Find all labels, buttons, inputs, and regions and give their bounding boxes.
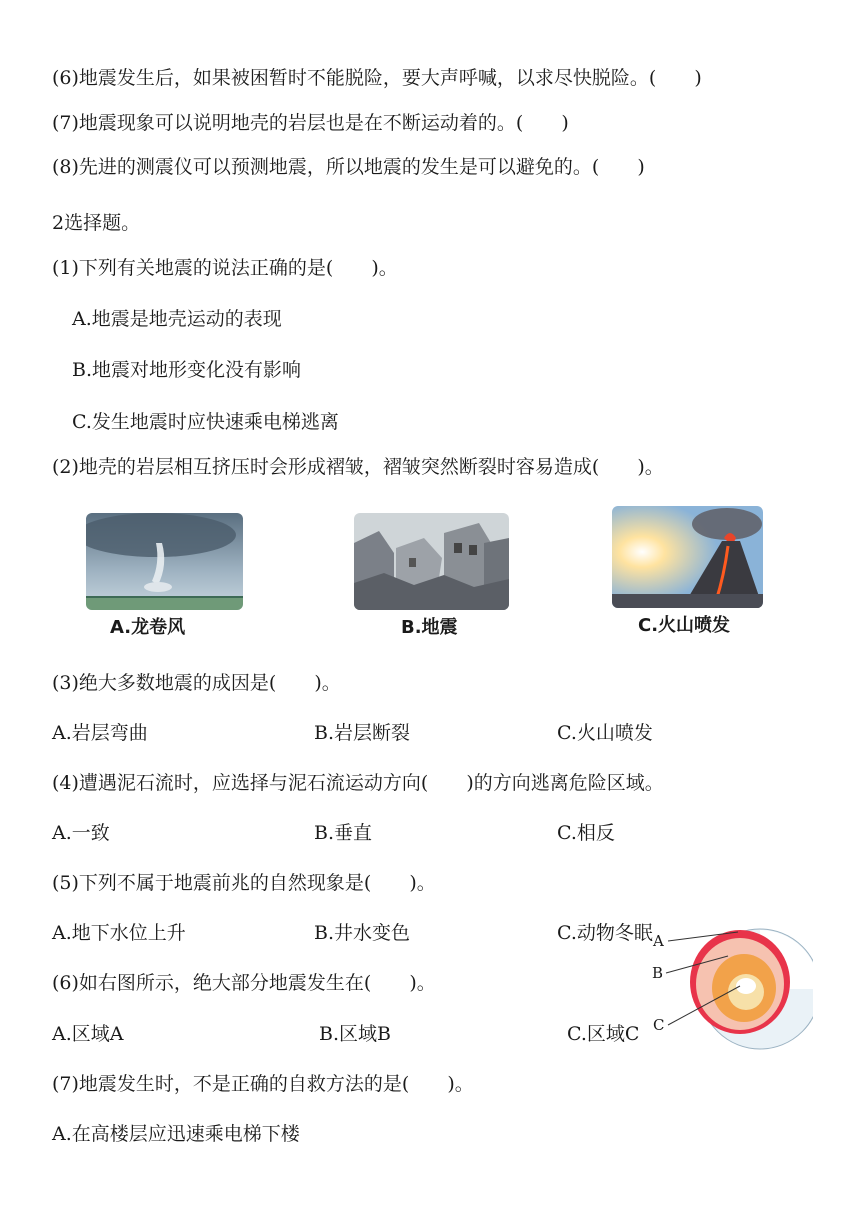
- q2-caption-c: C.火山喷发: [638, 615, 731, 636]
- section-title-choice: 2选择题。: [52, 212, 141, 234]
- q6-stem: (6)如右图所示，绝大部分地震发生在( )。: [52, 972, 436, 994]
- q5-option-c[interactable]: C.动物冬眠: [557, 922, 653, 944]
- diagram-label-b: B: [652, 964, 664, 982]
- q1-option-c[interactable]: C.发生地震时应快速乘电梯逃离: [72, 411, 339, 433]
- q5-stem: (5)下列不属于地震前兆的自然现象是( )。: [52, 872, 436, 894]
- q3-stem: (3)绝大多数地震的成因是( )。: [52, 672, 341, 694]
- diagram-label-a: A: [653, 932, 664, 950]
- earthquake-image[interactable]: [354, 513, 509, 610]
- judgment-item-8: (8)先进的测震仪可以预测地震，所以地震的发生是可以避免的。( ): [52, 156, 645, 178]
- diagram-label-c: C: [653, 1016, 665, 1034]
- q5-option-a[interactable]: A.地下水位上升: [52, 922, 186, 944]
- q4-stem: (4)遭遇泥石流时，应选择与泥石流运动方向( )的方向逃离危险区域。: [52, 772, 664, 794]
- q2-caption-b: B.地震: [401, 617, 458, 638]
- q2-caption-a: A.龙卷风: [110, 617, 186, 638]
- tornado-image[interactable]: [86, 513, 243, 610]
- q7-stem: (7)地震发生时，不是正确的自救方法的是( )。: [52, 1073, 474, 1095]
- q4-option-c[interactable]: C.相反: [557, 822, 615, 844]
- q5-option-b[interactable]: B.井水变色: [314, 922, 411, 944]
- earth-structure-diagram: [648, 922, 813, 1057]
- judgment-item-7: (7)地震现象可以说明地壳的岩层也是在不断运动着的。( ): [52, 112, 569, 134]
- q4-option-b[interactable]: B.垂直: [314, 822, 373, 844]
- q4-option-a[interactable]: A.一致: [52, 822, 110, 844]
- q6-option-c[interactable]: C.区域C: [567, 1023, 640, 1045]
- q1-option-b[interactable]: B.地震对地形变化没有影响: [72, 359, 302, 381]
- q1-option-a[interactable]: A.地震是地壳运动的表现: [72, 308, 282, 330]
- judgment-item-6: (6)地震发生后，如果被困暂时不能脱险，要大声呼喊，以求尽快脱险。( ): [52, 67, 702, 89]
- volcano-image[interactable]: [612, 506, 763, 608]
- q6-option-a[interactable]: A.区域A: [52, 1023, 124, 1045]
- q2-stem: (2)地壳的岩层相互挤压时会形成褶皱，褶皱突然断裂时容易造成( )。: [52, 456, 664, 478]
- q3-option-c[interactable]: C.火山喷发: [557, 722, 653, 744]
- q3-option-a[interactable]: A.岩层弯曲: [52, 722, 148, 744]
- q3-option-b[interactable]: B.岩层断裂: [314, 722, 411, 744]
- q7-option-a[interactable]: A.在高楼层应迅速乘电梯下楼: [52, 1123, 300, 1145]
- q6-option-b[interactable]: B.区域B: [319, 1023, 391, 1045]
- q1-stem: (1)下列有关地震的说法正确的是( )。: [52, 257, 398, 279]
